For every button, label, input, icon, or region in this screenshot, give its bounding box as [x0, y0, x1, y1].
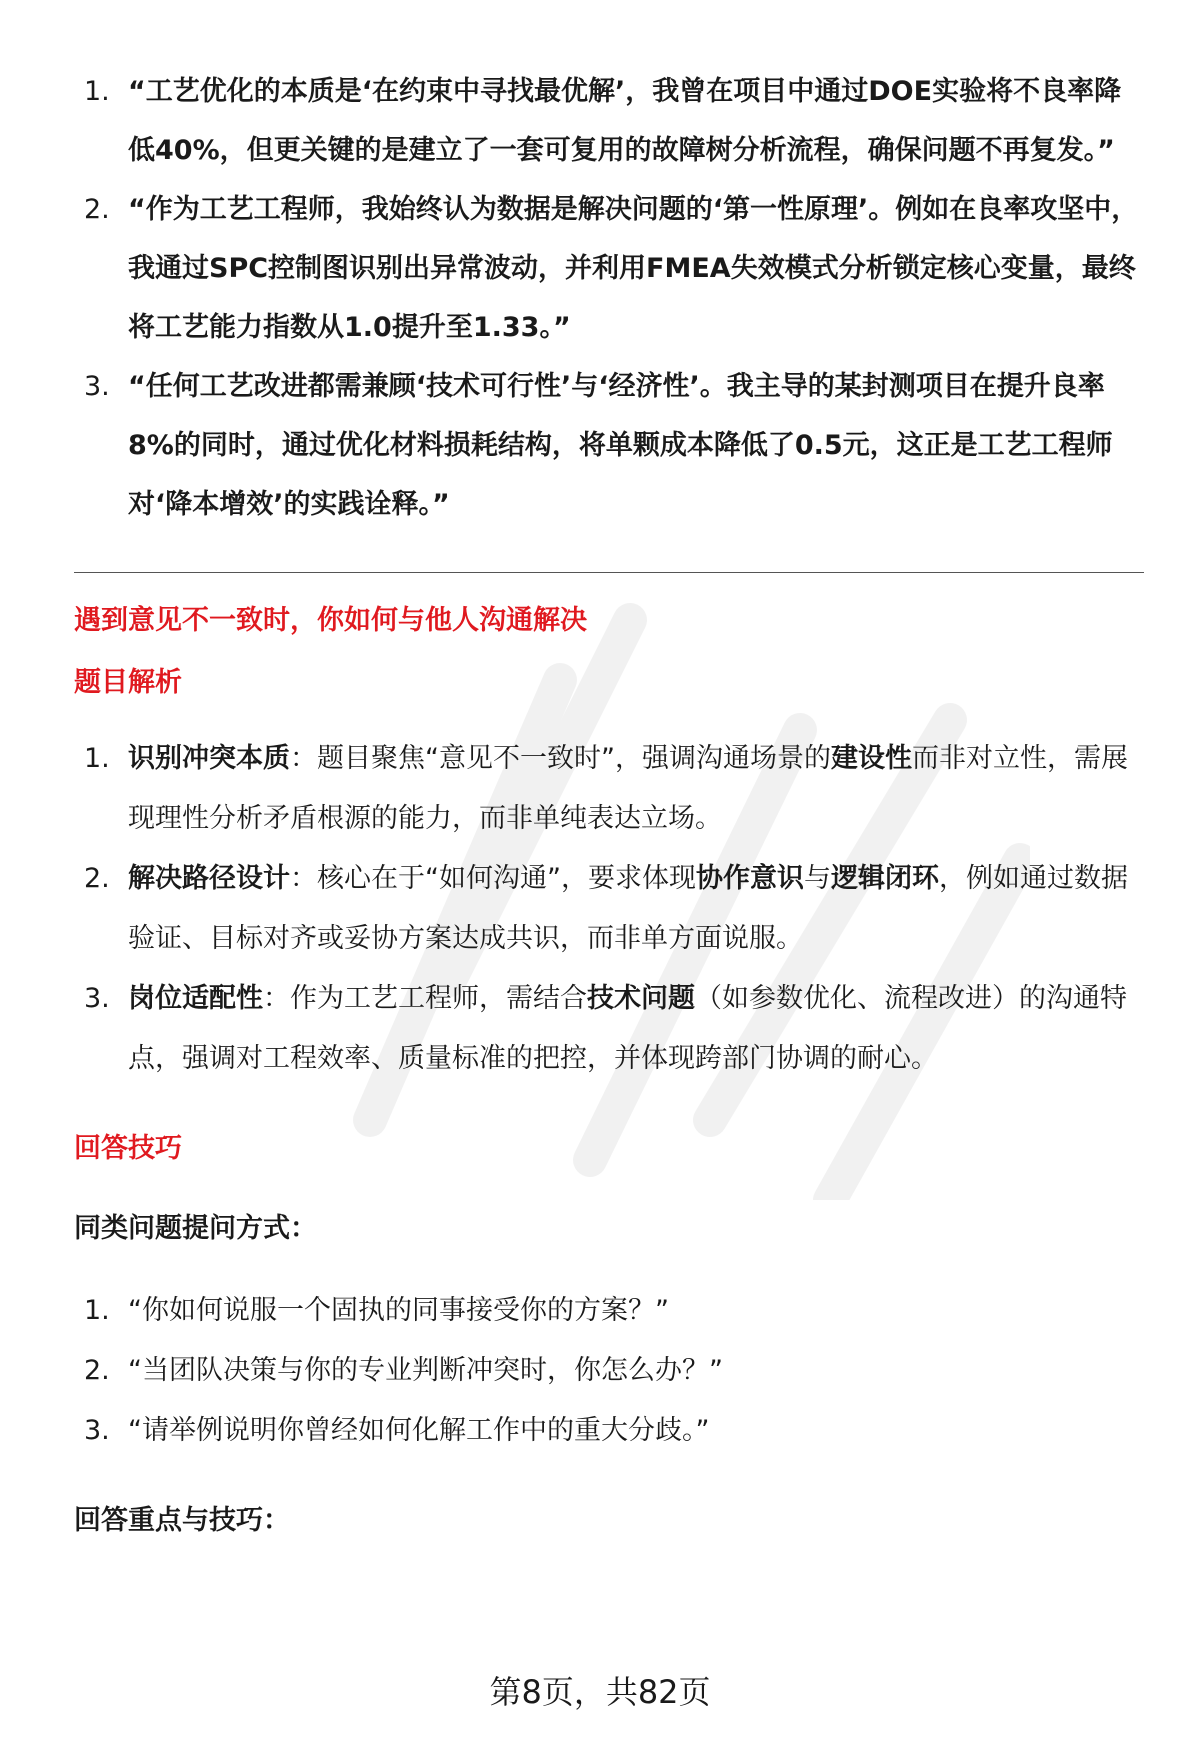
list-item [74, 849, 1144, 969]
item-text: “你如何说服一个固执的同事接受你的方案？” [128, 1295, 669, 1326]
item-number: 3. [84, 371, 110, 402]
item-text: ：作为工艺工程师，需结合 [263, 983, 587, 1014]
item-text: “工艺优化的本质是‘在约束中寻找最优解’，我曾在项目中通过DOE实验将不良率降低40%，但更关键的是建立了一套可复用的故障树分析流程，确保问题不再复发。” [128, 76, 1122, 166]
item-number: 2. [84, 863, 110, 894]
list-item [74, 180, 1144, 357]
question-title: 遇到意见不一致时，你如何与他人沟通解决 [74, 605, 587, 636]
item-emphasis: 协作意识 [695, 863, 804, 894]
sample-answers-list [74, 62, 1144, 534]
key-points-heading: 回答重点与技巧： [74, 1505, 290, 1536]
section-divider [74, 572, 1144, 573]
item-text: “任何工艺改进都需兼顾‘技术可行性’与‘经济性’。我主导的某封测项目在提升良率8%的同时，通过优化材料损耗结构，将单颗成本降低了0.5元，这正是工艺工程师对‘降本增效’的实践诠释。” [128, 371, 1113, 520]
item-emphasis: 技术问题 [587, 983, 695, 1014]
list-item [74, 729, 1144, 849]
item-keyword: 识别冲突本质 [128, 743, 290, 774]
item-number: 1. [84, 1295, 110, 1326]
item-text: “请举例说明你曾经如何化解工作中的重大分歧。” [128, 1415, 710, 1446]
item-keyword: 岗位适配性 [128, 983, 263, 1014]
item-text: “当团队决策与你的专业判断冲突时，你怎么办？” [128, 1355, 723, 1386]
item-keyword: 解决路径设计 [128, 863, 290, 894]
item-number: 1. [84, 76, 110, 107]
list-item [74, 969, 1144, 1089]
list-item [74, 1401, 1144, 1461]
item-number: 2. [84, 1355, 110, 1386]
item-text: 而非对立性，需展现理性分析矛盾根源的能力，而非单纯表达立场。 [128, 743, 1128, 834]
item-emphasis: 逻辑闭环 [830, 863, 939, 894]
analysis-heading: 题目解析 [74, 667, 182, 698]
similar-questions-heading: 同类问题提问方式： [74, 1213, 317, 1244]
item-number: 2. [84, 194, 110, 225]
item-text: 与 [803, 863, 831, 894]
list-item [74, 62, 1144, 180]
tips-heading: 回答技巧 [74, 1133, 182, 1164]
item-text: ，例如通过数据验证、目标对齐或妥协方案达成共识，而非单方面说服。 [128, 863, 1128, 954]
item-emphasis: 建设性 [830, 743, 912, 774]
page-footer: 第8页，共82页 [489, 1673, 711, 1711]
item-text: “作为工艺工程师，我始终认为数据是解决问题的‘第一性原理’。例如在良率攻坚中，我通过SPC控制图识别出异常波动，并利用FMEA失效模式分析锁定核心变量，最终将工艺能力指数从1.0提升至1.33。” [128, 194, 1139, 343]
item-number: 3. [84, 1415, 110, 1446]
list-item [74, 1341, 1144, 1401]
similar-questions-list [74, 1281, 1144, 1461]
item-number: 1. [84, 743, 110, 774]
item-number: 3. [84, 983, 110, 1014]
analysis-list [74, 729, 1144, 1089]
list-item [74, 357, 1144, 534]
page-content [74, 62, 1144, 1541]
list-item [74, 1281, 1144, 1341]
item-text: ：题目聚焦“意见不一致时”，强调沟通场景的 [290, 743, 831, 774]
item-text: （如参数优化、流程改进）的沟通特点，强调对工程效率、质量标准的把控，并体现跨部门协调的耐心。 [128, 983, 1127, 1074]
item-text: ：核心在于“如何沟通”，要求体现 [290, 863, 696, 894]
